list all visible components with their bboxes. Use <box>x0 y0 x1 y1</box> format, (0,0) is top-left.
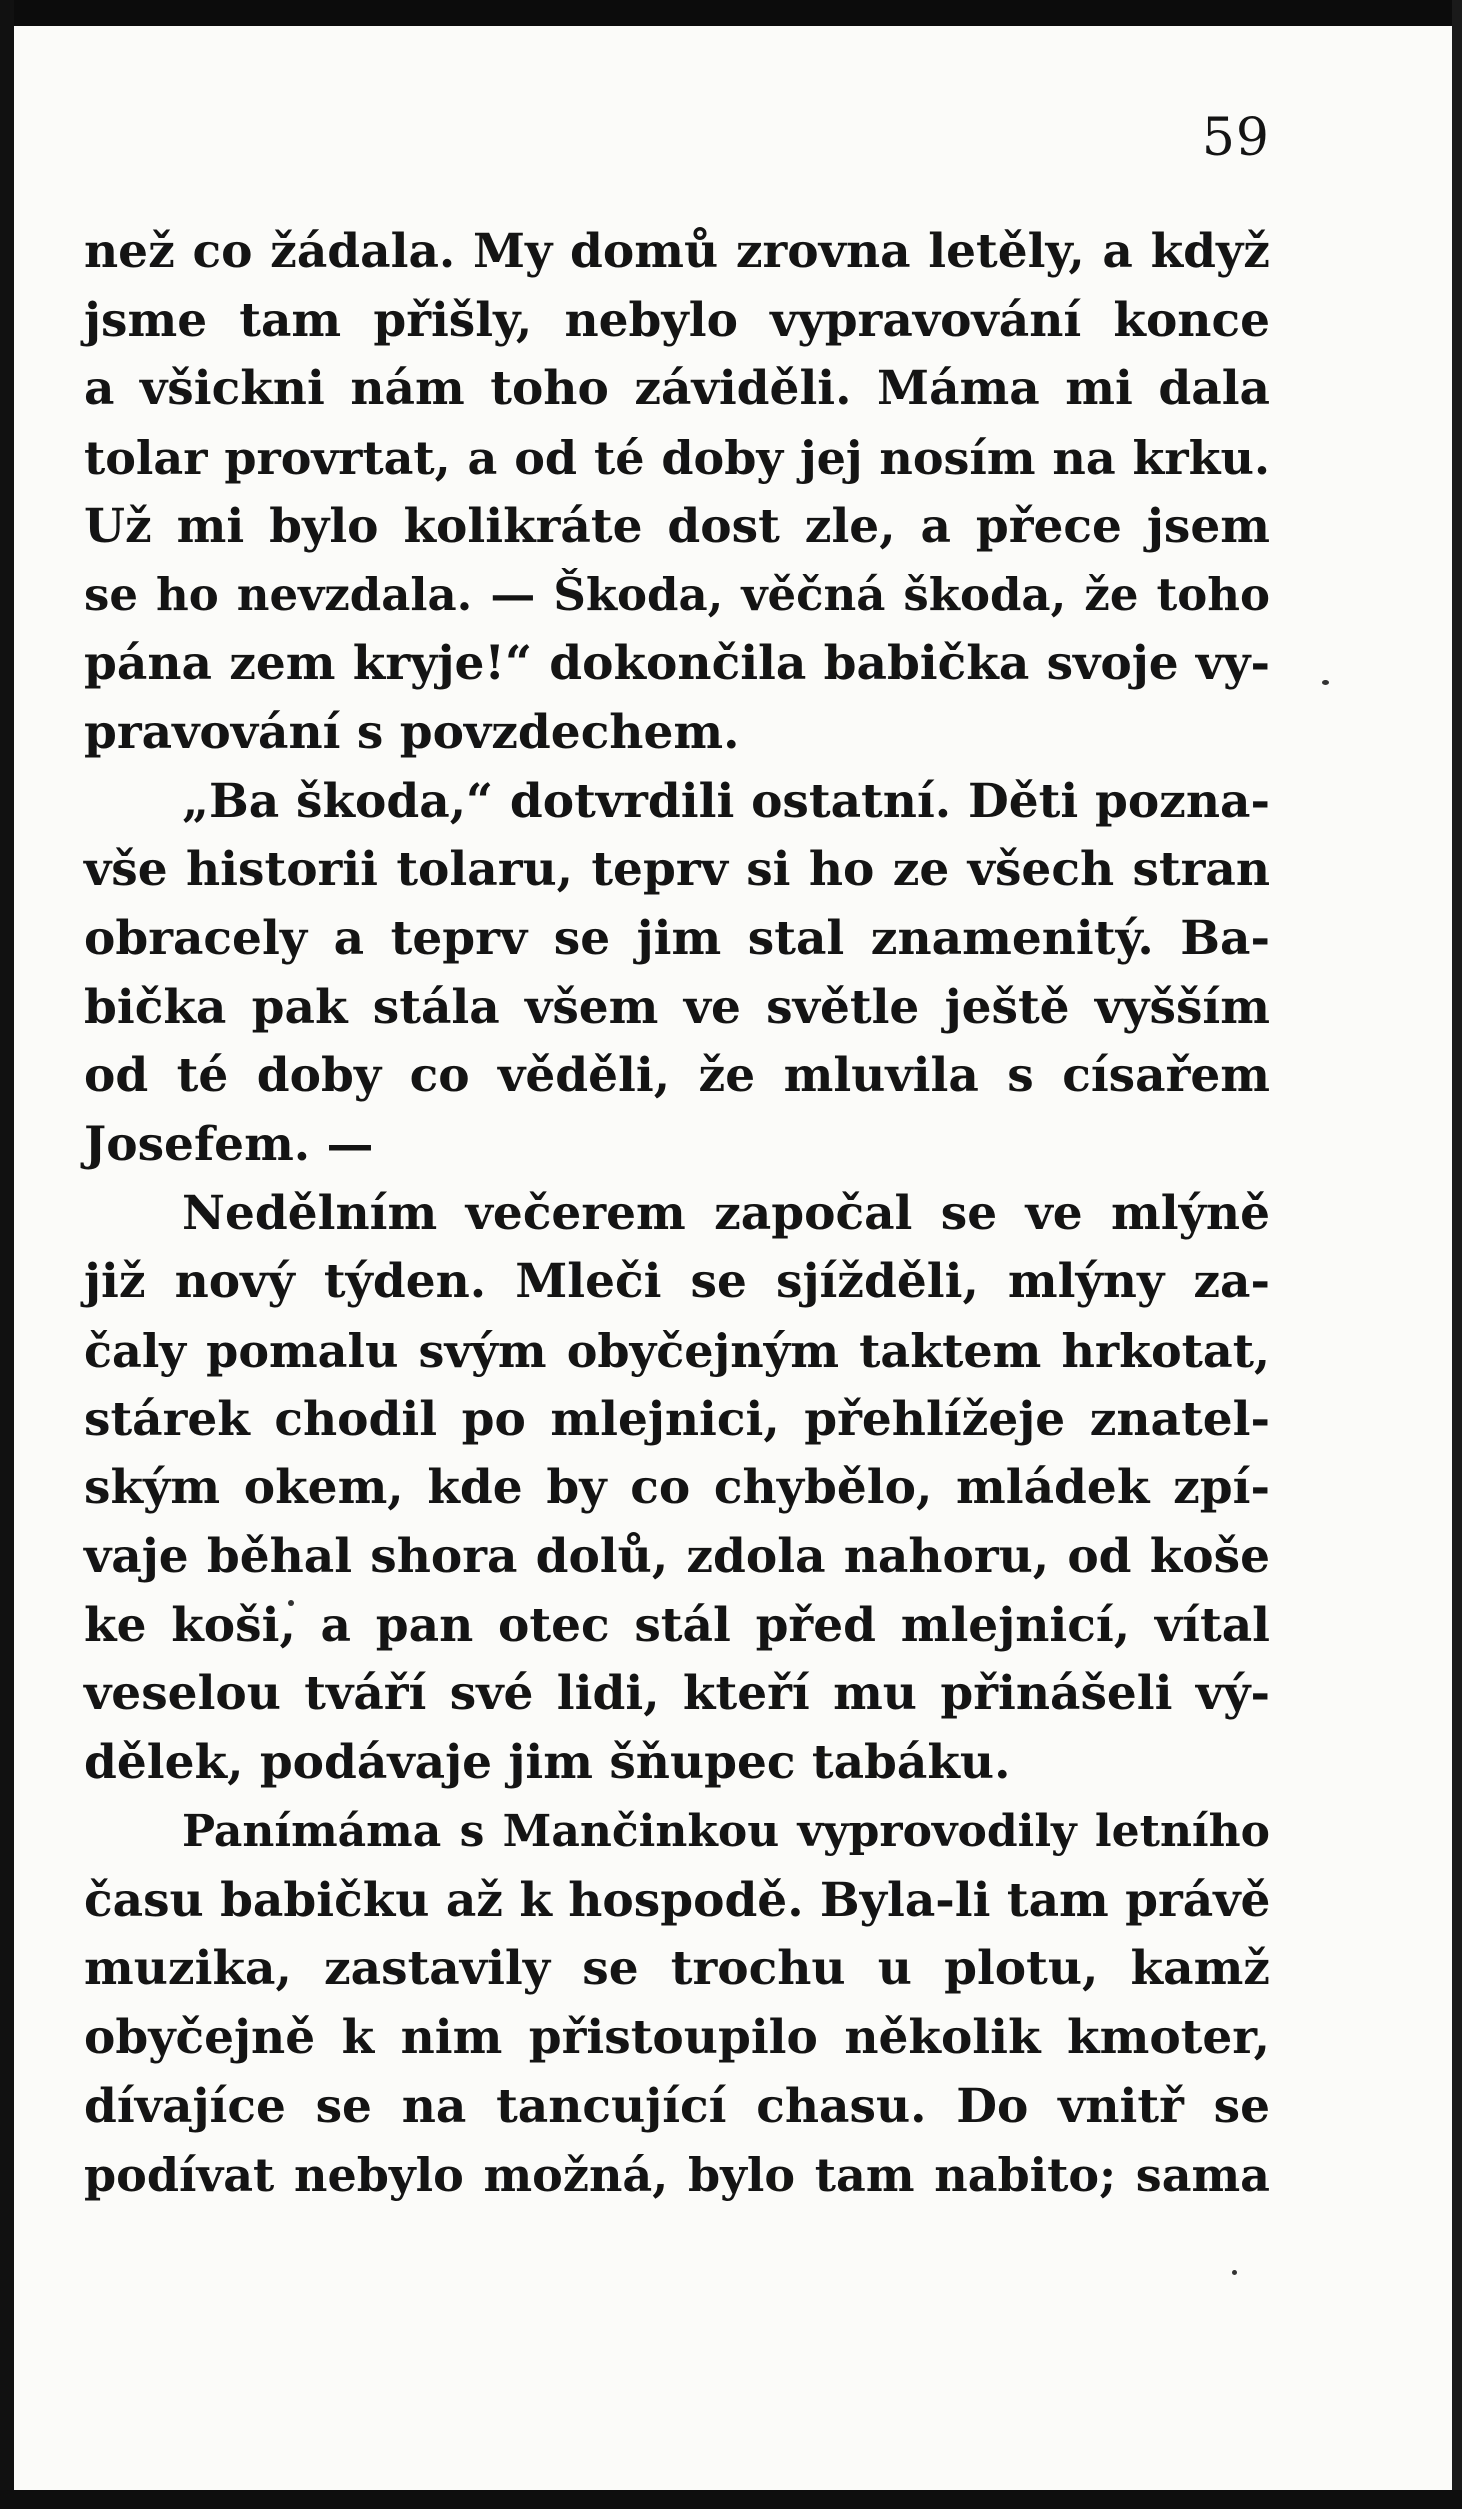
text-line: pravování s povzdechem. <box>84 704 740 760</box>
text-line: Už mi bylo kolikráte dost zle, a přece jsem <box>84 498 1270 554</box>
text-line: podívat nebylo možná, bylo tam nabito; sama <box>84 2148 1270 2203</box>
text-line: veselou tváří své lidi, kteří mu přinášeli vý- <box>84 1666 1270 1722</box>
text-line: pána zem kryje!“ dokončila babička svoje vy- <box>84 636 1270 692</box>
scan-border-right <box>1452 0 1462 2509</box>
text-line: jsme tam přišly, nebylo vypravování konce <box>84 292 1270 348</box>
text-line: ským okem, kde by co chybělo, mládek zpí- <box>84 1460 1270 1516</box>
text-line: než co žádala. My domů zrovna letěly, a když <box>84 224 1270 279</box>
text-line: dívajíce se na tancující chasu. Do vnitř se <box>84 2078 1270 2134</box>
text-line: vaje běhal shora dolů, zdola nahoru, od koše <box>84 1529 1270 1585</box>
text-line: ke koši, a pan otec stál před mlejnicí, vítal <box>84 1597 1270 1653</box>
text-line: Josefem. — <box>84 1116 374 1172</box>
ink-speck <box>1232 2270 1237 2275</box>
text-line: času babičku až k hospodě. Byla-li tam právě <box>84 1872 1271 1928</box>
text-line: bička pak stála všem ve světle ještě vyšším <box>84 979 1270 1035</box>
scan-border-bottom <box>0 2490 1462 2509</box>
text-line: vše historii tolaru, teprv si ho ze všech stran <box>84 842 1270 898</box>
text-line: se ho nevzdala. — Škoda, věčná škoda, že toho <box>84 568 1270 622</box>
text-line: obracely a teprv se jim stal znamenitý. Ba- <box>84 910 1270 966</box>
text-line: a všickni nám toho záviděli. Máma mi dala <box>84 361 1270 417</box>
text-line: čaly pomalu svým obyčejným taktem hrkotat, <box>84 1324 1270 1378</box>
text-line: dělek, podávaje jim šňupec tabáku. <box>84 1735 1011 1791</box>
text-line: muzika, zastavily se trochu u plotu, kamž <box>84 1941 1270 1997</box>
text-line: již nový týden. Mleči se sjížděli, mlýny za- <box>84 1254 1270 1310</box>
text-line: Nedělním večerem započal se ve mlýně <box>182 1185 1270 1241</box>
text-line: od té doby co věděli, že mluvila s císařem <box>84 1048 1270 1104</box>
text-line: „Ba škoda,“ dotvrdili ostatní. Děti pozna- <box>182 773 1270 829</box>
text-line: Panímáma s Mančinkou vyprovodily letního <box>182 1805 1270 1857</box>
scan-border-top <box>0 0 1462 26</box>
body-text <box>84 218 1270 2210</box>
ink-speck <box>1322 680 1329 685</box>
scan-border-left <box>0 0 14 2509</box>
text-line: tolar provrtat, a od té doby jej nosím na krku. <box>84 431 1270 486</box>
text-line: obyčejně k nim přistoupilo několik kmoter, <box>84 2009 1270 2065</box>
page-number: 59 <box>1201 108 1270 168</box>
text-line: stárek chodil po mlejnici, přehlížeje znatel- <box>84 1391 1270 1447</box>
